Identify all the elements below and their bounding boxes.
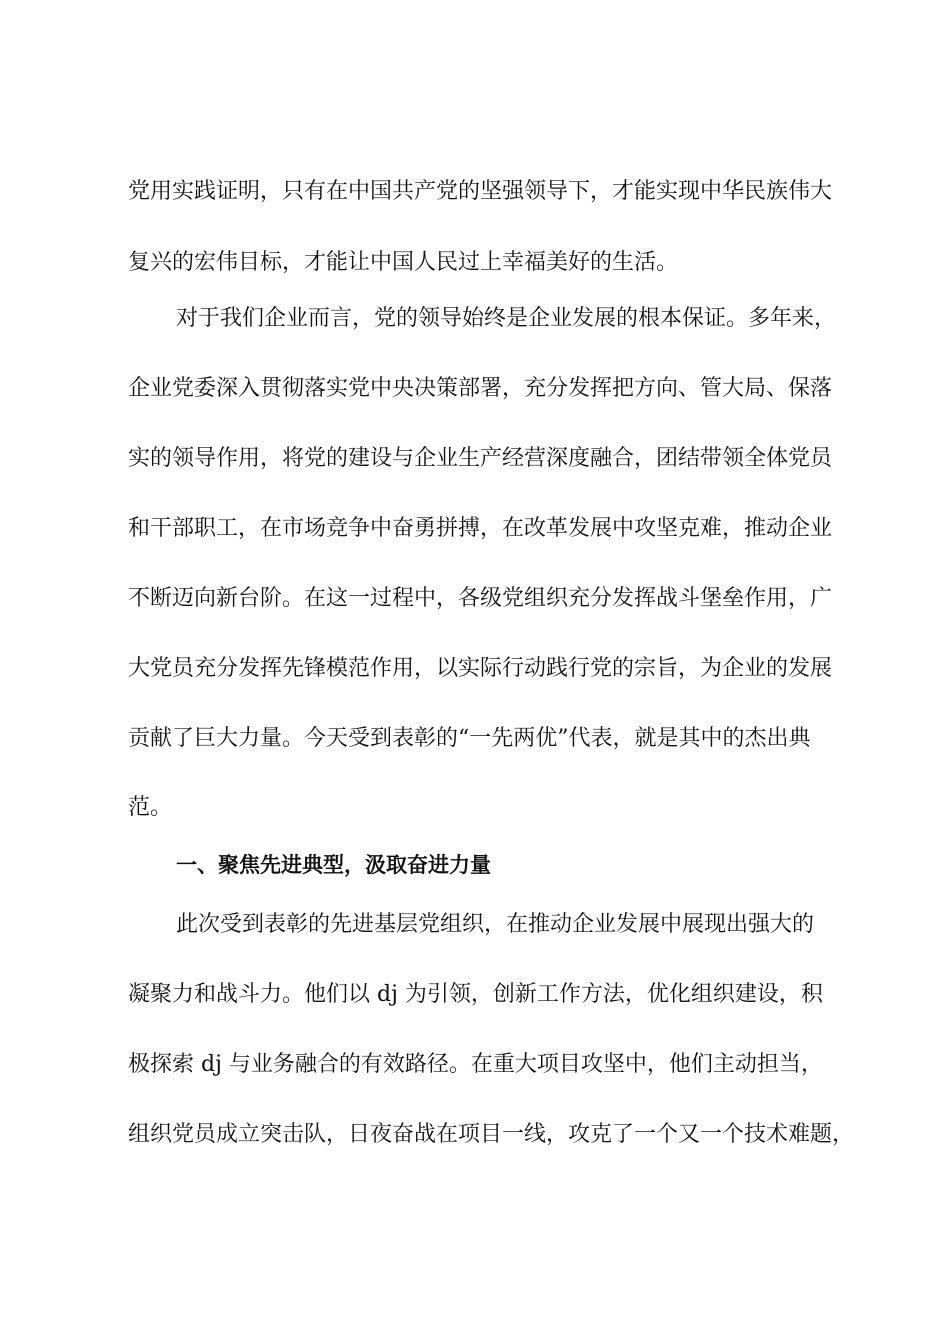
paragraph-line: 贡献了巨大力量。今天受到表彰的“一先两优”代表，就是其中的杰出典 xyxy=(128,726,811,751)
paragraph-line: 复兴的宏伟目标，才能让中国人民过上幸福美好的生活。 xyxy=(128,250,679,275)
paragraph-line: 极探索 dj 与业务融合的有效路径。在重大项目攻坚中，他们主动担当， xyxy=(128,1052,823,1077)
paragraph-line: 实的领导作用，将党的建设与企业生产经营深度融合，团结带领全体党员 xyxy=(128,446,833,471)
paragraph-line: 凝聚力和战斗力。他们以 dj 为引领，创新工作方法，优化组织建设，积 xyxy=(128,982,823,1007)
paragraph-line: 不断迈向新台阶。在这一过程中，各级党组织充分发挥战斗堡垒作用，广 xyxy=(128,586,833,611)
paragraph-line: 企业党委深入贯彻落实党中央决策部署，充分发挥把方向、管大局、保落 xyxy=(128,376,833,401)
paragraph-line: 此次受到表彰的先进基层党组织，在推动企业发展中展现出强大的 xyxy=(176,912,815,937)
paragraph-line: 范。 xyxy=(128,795,173,820)
paragraph-line: 大党员充分发挥先锋模范作用，以实际行动践行党的宗旨，为企业的发展 xyxy=(128,656,833,681)
paragraph-line: 党用实践证明，只有在中国共产党的坚强领导下，才能实现中华民族伟大 xyxy=(128,179,833,204)
paragraph-line: 对于我们企业而言，党的领导始终是企业发展的根本保证。多年来， xyxy=(176,306,837,331)
paragraph-line: 和干部职工，在市场竞争中奋勇拼搏，在改革发展中攻坚克难，推动企业 xyxy=(128,516,833,541)
paragraph-line: 组织党员成立突击队，日夜奋战在项目一线，攻克了一个又一个技术难题， xyxy=(128,1122,855,1147)
section-heading: 一、聚焦先进典型，汲取奋进力量 xyxy=(176,853,491,877)
